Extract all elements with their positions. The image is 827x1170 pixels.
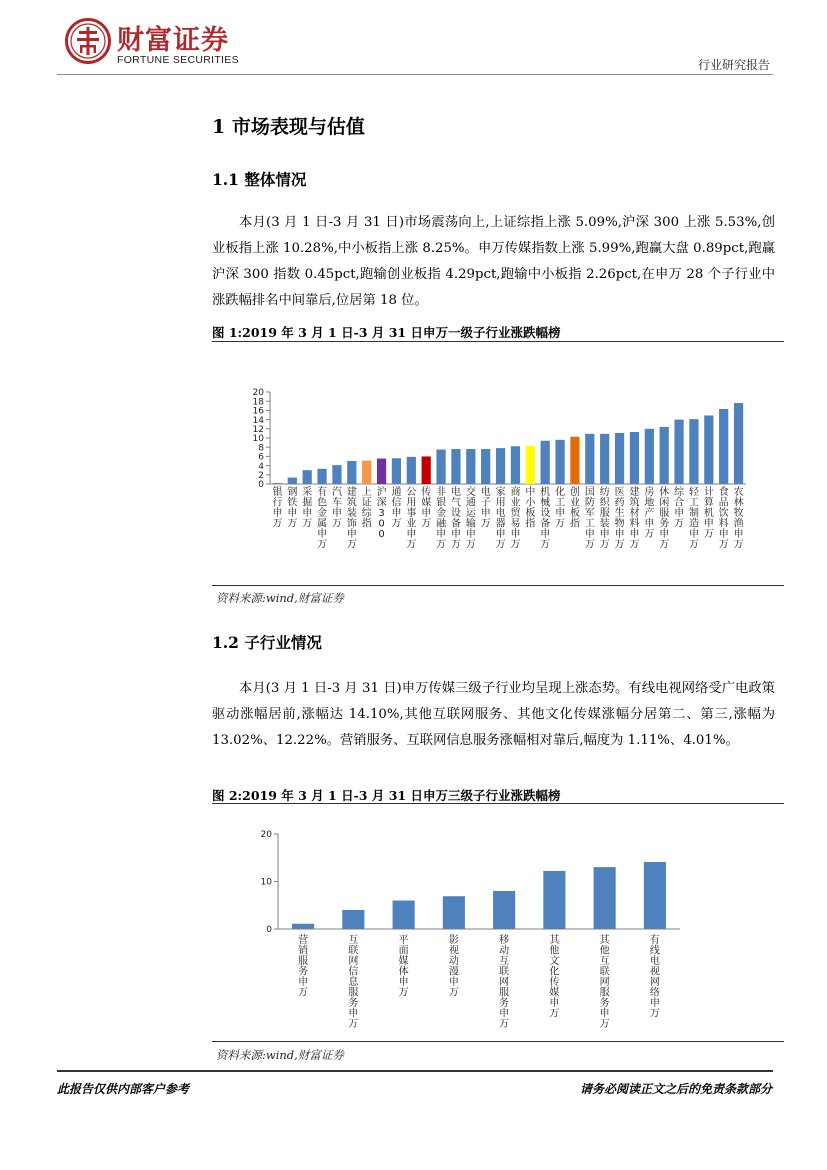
- chart1-y-tick-label: 14: [252, 415, 264, 426]
- chart1-bar: [347, 461, 356, 484]
- chart1-category-label: 汽车申万: [331, 487, 342, 530]
- chart2-category-label: 其他互联网服务申万: [599, 935, 610, 1030]
- chart1-bar: [630, 432, 639, 484]
- figure2-bottom-rule: [212, 1041, 784, 1042]
- company-name-cn: 财富证券: [117, 25, 229, 56]
- chart1-bar: [570, 437, 579, 484]
- chart1-y-tick-label: 8: [258, 443, 264, 454]
- chart1-y-tick-label: 16: [252, 406, 264, 417]
- chart2-bar: [292, 924, 314, 929]
- chart1-category-label: 纺织服装申万: [599, 487, 610, 551]
- chart1-bar: [734, 403, 743, 484]
- figure2-source: 资料来源:wind,财富证券: [216, 1048, 344, 1062]
- figure1-source: 资料来源:wind,财富证券: [216, 591, 344, 605]
- chart1-category-label: 传媒申万: [421, 487, 432, 530]
- chart2-category-label: 移动互联网服务申万: [499, 935, 510, 1030]
- chart1-bar: [377, 459, 386, 484]
- chart1-category-label: 食品饮料申万: [718, 487, 729, 551]
- chart1-bar: [585, 434, 594, 484]
- figure2-bar-chart: [212, 807, 784, 1039]
- chart1-category-label: 电子申万: [480, 487, 491, 530]
- chart1-bar: [332, 465, 341, 484]
- figure1-bar-chart: [212, 345, 784, 583]
- chart1-y-tick-label: 2: [258, 470, 264, 481]
- chart1-y-tick-label: 0: [258, 480, 264, 491]
- chart1-category-label: 交通运输申万: [465, 487, 476, 551]
- report-type-label: 行业研究报告: [697, 58, 770, 72]
- chart1-category-label: 计算机申万: [703, 487, 714, 540]
- chart1-bar: [511, 446, 520, 484]
- figure1-caption: 图 1:2019 年 3 月 1 日-3 月 31 日申万一级子行业涨跌幅榜: [212, 325, 561, 340]
- chart1-category-label: 综合申万: [674, 487, 685, 530]
- chart1-category-label: 房地产申万: [644, 487, 655, 540]
- chart1-category-label: 家用电器申万: [495, 487, 506, 551]
- chart1-category-label: 沪深 3 0 0: [376, 487, 387, 540]
- footer-disclaimer-right: 请务必阅读正文之后的免责条款部分: [579, 1082, 772, 1096]
- chart2-bar: [543, 871, 565, 929]
- chart1-bar: [362, 461, 371, 484]
- chart1-bar: [704, 415, 713, 484]
- chart1-bar: [422, 456, 431, 484]
- chart1-bar: [273, 483, 282, 484]
- header-divider: [57, 74, 773, 75]
- chart1-category-label: 休闲服务申万: [659, 487, 670, 551]
- section-title: 1 市场表现与估值: [212, 116, 365, 138]
- chart1-bar: [660, 427, 669, 484]
- chart1-category-label: 通信申万: [391, 487, 402, 530]
- chart2-category-label: 有线电视网络申万: [649, 935, 660, 1020]
- chart2-y-tick-label: 20: [260, 830, 272, 841]
- chart1-category-label: 建筑材料申万: [629, 487, 640, 551]
- chart1-category-label: 国防军工申万: [584, 487, 595, 551]
- figure2-caption: 图 2:2019 年 3 月 1 日-3 月 31 日申万三级子行业涨跌幅榜: [212, 788, 561, 803]
- chart1-category-label: 商业贸易申万: [510, 487, 521, 551]
- chart2-category-label: 平面媒体申万: [398, 935, 409, 999]
- chart1-category-label: 非银金融申万: [436, 487, 447, 551]
- chart1-category-label: 电气设备申万: [450, 487, 461, 551]
- chart1-y-tick-label: 10: [252, 434, 264, 445]
- chart1-bar: [689, 419, 698, 484]
- chart1-y-tick-label: 18: [252, 397, 264, 408]
- chart1-bar: [288, 478, 297, 484]
- chart1-category-label: 化工申万: [555, 487, 566, 530]
- chart1-y-tick-label: 20: [252, 388, 264, 399]
- chart2-category-label: 影视动漫申万: [448, 935, 459, 999]
- footer-divider: [57, 1070, 773, 1072]
- footer-disclaimer-left: 此报告仅供内部客户参考: [57, 1082, 190, 1096]
- chart1-y-tick-label: 4: [258, 461, 264, 472]
- chart1-category-label: 轻工制造申万: [688, 487, 699, 551]
- chart1-category-label: 机械设备申万: [540, 487, 551, 551]
- chart2-bar: [443, 896, 465, 929]
- chart1-category-label: 采掘申万: [302, 487, 313, 530]
- chart1-bar: [451, 449, 460, 484]
- chart2-y-tick-label: 10: [260, 877, 272, 888]
- chart2-category-label: 营销服务申万: [298, 935, 309, 999]
- figure1-bottom-rule: [212, 585, 784, 586]
- chart1-category-label: 有色金属申万: [317, 487, 328, 551]
- chart1-category-label: 中小板指: [525, 487, 536, 530]
- company-name-en: FORTUNE SECURITIES: [117, 54, 239, 66]
- chart1-category-label: 医药生物申万: [614, 487, 625, 551]
- chart1-bar: [436, 450, 445, 485]
- figure2-top-rule: [212, 803, 784, 804]
- chart2-bar: [393, 901, 415, 930]
- chart1-bar: [303, 470, 312, 484]
- chart1-category-label: 钢铁申万: [287, 487, 298, 530]
- company-logo-icon: [65, 18, 111, 64]
- chart1-category-label: 上证综指: [361, 487, 372, 530]
- chart2-category-label: 其他文化传媒申万: [549, 935, 560, 1020]
- chart1-category-label: 农林牧渔申万: [733, 487, 744, 551]
- chart2-category-label: 互联网信息服务申万: [348, 935, 359, 1030]
- overall-paragraph: 本月(3 月 1 日-3 月 31 日)市场震荡向上,上证综指上涨 5.09%,沪深 300 上涨 5.53%,创业板指上涨 10.28%,中小板指上涨 8.25%。申万传媒指数上涨 5.99%,跑赢大盘 0.89pct,跑赢沪深 300 指数 0.45pct,跑输创业板指 4.29pct,跑输中小板指 2.26pct,在申万 28 个子行业中涨跌幅排名中间靠后,位居第 18 位。: [212, 215, 775, 308]
- chart1-category-label: 银行申万: [272, 487, 283, 530]
- chart1-category-label: 创业板指: [569, 487, 580, 530]
- chart1-bar: [645, 429, 654, 484]
- chart1-bar: [317, 469, 326, 484]
- figure1-top-rule: [212, 341, 784, 342]
- chart1-bar: [466, 449, 475, 484]
- chart1-bar: [674, 420, 683, 484]
- chart1-bar: [615, 433, 624, 484]
- chart1-bar: [541, 441, 550, 484]
- chart2-bar: [644, 862, 666, 929]
- chart1-bar: [719, 409, 728, 484]
- subindustry-paragraph: 本月(3 月 1 日-3 月 31 日)申万传媒三级子行业均呈现上涨态势。有线电视网络受广电政策驱动涨幅居前,涨幅达 14.10%,其他互联网服务、其他文化传媒涨幅分居第二、第三,涨幅为 13.02%、12.22%。营销服务、互联网信息服务涨幅相对靠后,幅度为 1.11%、4.01%。: [212, 681, 775, 748]
- chart1-y-tick-label: 12: [252, 424, 264, 435]
- subsection-title-subindustry: 1.2 子行业情况: [212, 633, 322, 652]
- chart2-bar: [493, 891, 515, 929]
- chart1-bar: [407, 457, 416, 484]
- chart1-y-tick-label: 6: [258, 452, 264, 463]
- chart1-bar: [526, 446, 535, 484]
- chart1-bar: [600, 434, 609, 484]
- chart2-bar: [594, 867, 616, 929]
- chart2-bar: [342, 910, 364, 929]
- chart1-bar: [392, 458, 401, 484]
- chart1-bar: [496, 448, 505, 484]
- chart2-y-tick-label: 0: [266, 925, 272, 936]
- chart1-category-label: 公用事业申万: [406, 487, 417, 551]
- subsection-title-overall: 1.1 整体情况: [212, 170, 307, 189]
- chart1-bar: [555, 440, 564, 484]
- chart1-bar: [481, 449, 490, 484]
- chart1-category-label: 建筑装饰申万: [346, 487, 357, 551]
